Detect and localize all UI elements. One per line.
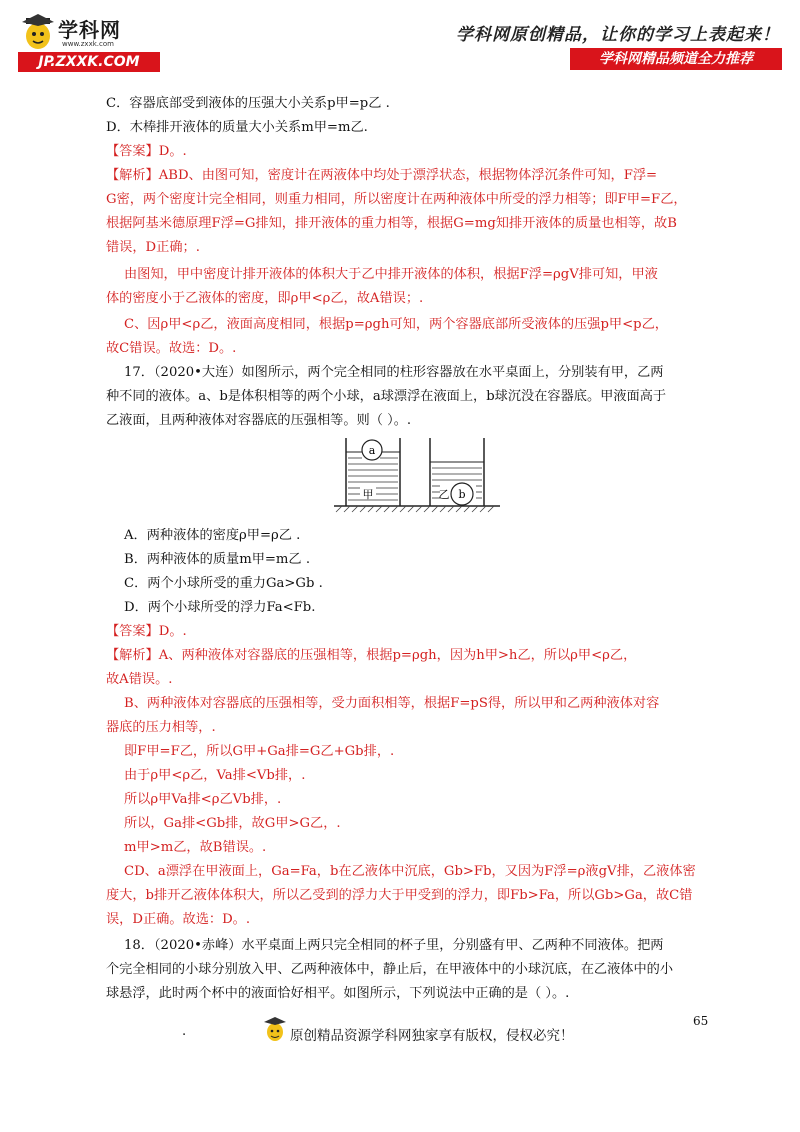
container-yi	[430, 438, 484, 506]
header-slogan: 学科网原创精品，让你的学习上表起来！	[456, 25, 780, 45]
option-d: D．木棒排开液体的质量大小关系m甲=m乙.	[106, 120, 368, 135]
analysis-line: 所以ρ甲Va排<ρ乙Vb排，.	[124, 792, 282, 807]
question-17-stem: 乙液面，且两种液体对容器底的压强相等。则（ ）。.	[106, 413, 412, 428]
analysis-line: 度大，b排开乙液体体积大，所以乙受到的浮力大于甲受到的浮力，即Fb>Fa，所以Gb>Ga，故C错	[106, 888, 693, 903]
analysis-line: CD、a漂浮在甲液面上，Ga=Fa，b在乙液体中沉底，Gb>Fb，又因为F浮=ρ液gV排，乙液体密	[124, 864, 696, 879]
svg-text:乙: 乙	[438, 488, 450, 501]
analysis-line: 体的密度小于乙液体的密度，即ρ甲<ρ乙，故A错误；.	[106, 291, 424, 306]
svg-text:a: a	[368, 444, 376, 457]
site-logo[interactable]	[18, 12, 160, 74]
svg-text:b: b	[458, 488, 466, 501]
analysis-line: 根据阿基米德原理F浮=G排知，排开液体的重力相等，根据G=mg知排开液体的质量也相等，故B	[106, 216, 677, 231]
question-18-stem: 球悬浮，此时两个杯中的液面恰好相平。如图所示，下列说法中正确的是（ ）。.	[106, 986, 570, 1001]
analysis-line: 故C错误。故选：D。.	[106, 341, 237, 356]
option-b: B．两种液体的质量m甲=m乙 .	[124, 552, 311, 567]
logo-url[interactable]: JP.ZXXK.COM	[18, 52, 160, 72]
option-d: D．两个小球所受的浮力Fa<Fb.	[124, 600, 316, 615]
question-18-stem: 个完全相同的小球分别放入甲、乙两种液体中，静止后，在甲液体中的小球沉底，在乙液体中的小	[106, 962, 674, 977]
page-number: 65	[693, 1014, 709, 1028]
answer-line: 【答案】D。.	[106, 624, 187, 639]
analysis-line: m甲>m乙，故B错误。.	[124, 840, 267, 855]
option-c: C．两个小球所受的重力Ga>Gb .	[124, 576, 323, 591]
analysis-line: 错误，D正确；.	[106, 240, 200, 255]
analysis-line: 由图知，甲中密度计排开液体的体积大于乙中排开液体的体积，根据F浮=ρgV排可知，甲液	[124, 267, 658, 282]
logo-name: 学科网	[58, 18, 121, 42]
option-c: C．容器底部受到液体的压强大小关系p甲=p乙 .	[106, 96, 390, 111]
analysis-line: 误，D正确。故选：D。.	[106, 912, 251, 927]
analysis-line: B、两种液体对容器底的压强相等，受力面积相等，根据F=pS得，所以甲和乙两种液体对容	[124, 696, 660, 711]
mascot-icon	[18, 12, 58, 52]
footer-copyright: 原创精品资源学科网独家享有版权，侵权必究！	[290, 1028, 574, 1044]
question-17-stem: 种不同的液体。a、b是体积相等的两个小球，a球漂浮在液面上，b球沉没在容器底。甲液面高于	[106, 389, 667, 404]
analysis-line: 由于ρ甲<ρ乙，Va排<Vb排，.	[124, 768, 306, 783]
container-jia	[346, 438, 400, 506]
analysis-line: G密，两个密度计完全相同，则重力相同，所以密度计在两种液体中所受的浮力相等；即F甲=F乙，	[106, 192, 687, 207]
analysis-line: 故A错误。.	[106, 672, 173, 687]
answer-line: 【答案】D。.	[106, 144, 187, 159]
footer-dot: .	[182, 1024, 187, 1039]
question-18-stem: 18．（2020•赤峰）水平桌面上两只完全相同的杯子里，分别盛有甲、乙两种不同液体。把两	[124, 938, 664, 953]
analysis-line: 器底的压力相等，.	[106, 720, 216, 735]
svg-text:甲: 甲	[362, 488, 374, 501]
analysis-line: 即F甲=F乙，所以G甲+Ga排=G乙+Gb排，.	[124, 744, 395, 759]
option-a: A．两种液体的密度ρ甲=ρ乙 .	[124, 528, 301, 543]
question-17-stem: 17．（2020•大连）如图所示，两个完全相同的柱形容器放在水平桌面上，分别装有甲，乙两	[124, 365, 664, 380]
header-banner: 学科网精品频道全力推荐	[570, 48, 782, 70]
containers-figure	[332, 434, 502, 518]
mascot-icon	[262, 1016, 288, 1044]
analysis-line: 【解析】ABD、由图可知，密度计在两液体中均处于漂浮状态，根据物体浮沉条件可知，F浮=	[106, 168, 658, 183]
analysis-line: 所以，Ga排<Gb排，故G甲>G乙，.	[124, 816, 341, 831]
analysis-line: 【解析】A、两种液体对容器底的压强相等，根据p=ρgh，因为h甲>h乙，所以ρ甲<ρ乙，	[106, 648, 637, 663]
analysis-line: C、因ρ甲<ρ乙，液面高度相同，根据p=ρgh可知，两个容器底部所受液体的压强p甲<p乙，	[124, 317, 668, 332]
logo-subtext: www.zxxk.com	[62, 40, 114, 48]
